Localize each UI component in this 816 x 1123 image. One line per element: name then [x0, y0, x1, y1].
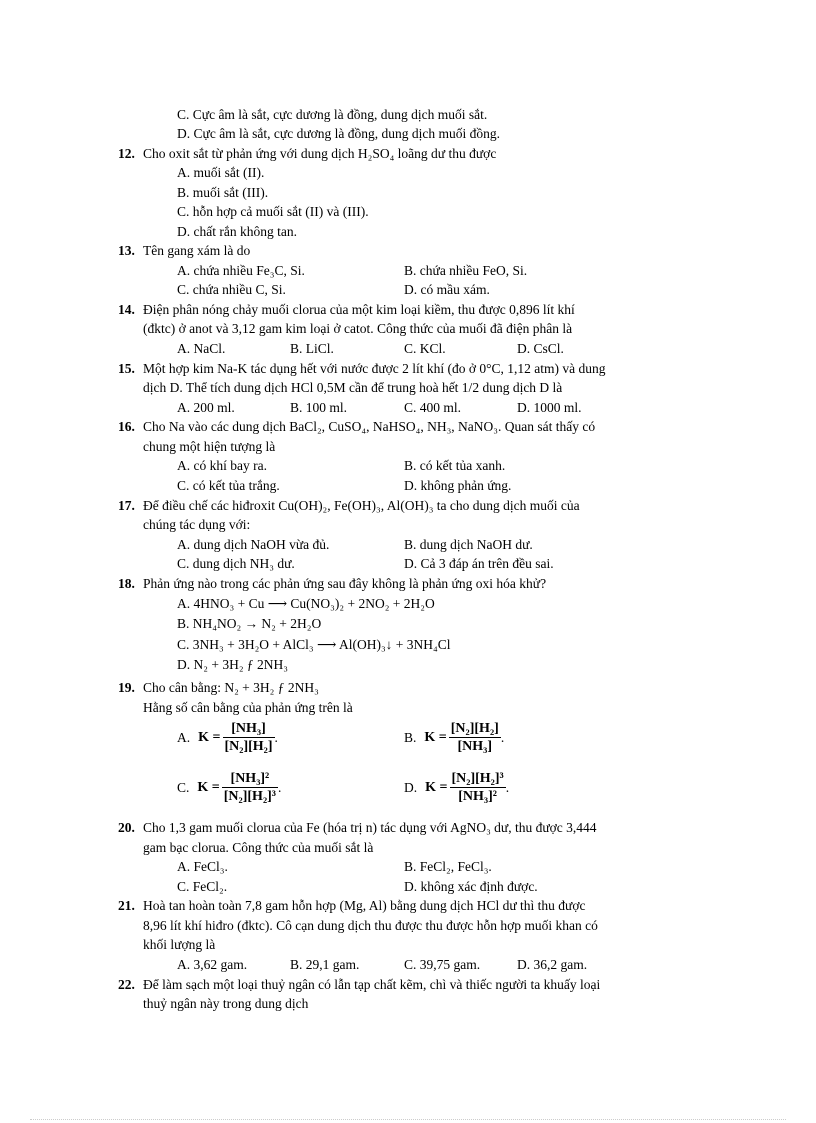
- q13-option-c: C. chứa nhiều C, Si.: [177, 282, 286, 297]
- q12-option-c: C. hỗn hợp cả muối sắt (II) và (III).: [177, 204, 369, 219]
- numerator: [NH₃]: [231, 721, 266, 736]
- fraction: [223, 720, 275, 755]
- q17-option-b: B. dung dịch NaOH dư.: [404, 537, 533, 552]
- q13-option-b: B. chứa nhiều FeO, Si.: [404, 263, 528, 278]
- q21-stem-2: 8,96 lít khí hiđro (đktc). Cô cạn dung dịch thu được thu được hỗn hợp muối khan có: [143, 918, 598, 933]
- q16-stem-1: Cho Na vào các dung dịch BaCl₂, CuSO₄, NaHSO₄, NH₃, NaNO₃. Quan sát thấy có: [143, 419, 596, 434]
- q21-option-d: D. 36,2 gam.: [517, 957, 588, 972]
- q13-stem: Tên gang xám là do: [143, 243, 251, 258]
- q18-stem: Phản ứng nào trong các phản ứng sau đây không là phản ứng oxi hóa khử?: [143, 576, 547, 591]
- q19-stem-1: Cho cân bằng: N₂ + 3H₂ ƒ 2NH₃: [143, 680, 319, 695]
- q15-stem-1: Một hợp kim Na-K tác dụng hết với nước được 2 lít khí (đo ở 0°C, 1,12 atm) và dung: [143, 361, 606, 376]
- q19-option-a-formula: [177, 720, 278, 755]
- equilibrium-constant-symbol: K =: [425, 779, 448, 795]
- q15-option-b: B. 100 ml.: [290, 400, 348, 415]
- q20-option-b: B. FeCl₂, FeCl₃.: [404, 859, 492, 874]
- q12-option-a: A. muối sắt (II).: [177, 165, 265, 180]
- q19-option-d-label: D.: [404, 779, 418, 795]
- period: .: [505, 779, 510, 795]
- period: .: [500, 729, 505, 745]
- q14-option-c: C. KCl.: [404, 341, 446, 356]
- q20-stem-2: gam bạc clorua. Công thức của muối sắt là: [143, 840, 374, 855]
- q21-stem-3: khối lượng là: [143, 937, 216, 952]
- q21-option-a: A. 3,62 gam.: [177, 957, 248, 972]
- fraction: [449, 720, 501, 755]
- q16-option-a: A. có khí bay ra.: [177, 458, 267, 473]
- denominator: [N₂][H₂]: [224, 739, 273, 754]
- q15-option-c: C. 400 ml.: [404, 400, 462, 415]
- q18-option-d: D. N₂ + 3H₂ ƒ 2NH₃: [177, 657, 288, 672]
- q19-option-a-label: A.: [177, 729, 191, 745]
- q18-option-a: A. 4HNO₃ + Cu ⟶ Cu(NO₃)₂ + 2NO₂ + 2H₂O: [177, 596, 435, 611]
- q12-number: 12.: [118, 146, 135, 161]
- q14-stem-1: Điện phân nóng chảy muối clorua của một kim loại kiềm, thu được 0,896 lít khí: [143, 302, 575, 317]
- q21-stem-1: Hoà tan hoàn toàn 7,8 gam hỗn hợp (Mg, Al) bằng dung dịch HCl dư thì thu được: [143, 898, 586, 913]
- q19-option-d-formula: [404, 770, 509, 805]
- q17-option-d: D. Cả 3 đáp án trên đều sai.: [404, 556, 554, 571]
- q16-stem-2: chung một hiện tượng là: [143, 439, 276, 454]
- q13-number: 13.: [118, 243, 135, 258]
- fraction: [222, 770, 278, 805]
- q22-stem-2: thuỷ ngân này trong dung dịch: [143, 996, 309, 1011]
- q18-number: 18.: [118, 576, 135, 591]
- q16-number: 16.: [118, 419, 135, 434]
- q14-stem-2: (đktc) ở anot và 3,12 gam kim loại ở catot. Công thức của muối đã điện phân là: [143, 321, 573, 336]
- q12-option-b: B. muối sắt (III).: [177, 185, 269, 200]
- period: .: [278, 779, 282, 795]
- q16-option-d: D. không phản ứng.: [404, 478, 512, 493]
- denominator: [NH₃]: [457, 739, 493, 754]
- q22-number: 22.: [118, 977, 135, 992]
- q19-number: 19.: [118, 680, 135, 695]
- equilibrium-constant-symbol: K =: [424, 729, 447, 745]
- numerator: [N₂][H₂]: [450, 721, 499, 736]
- q14-option-b: B. LiCl.: [290, 341, 334, 356]
- q17-option-c: C. dung dịch NH₃ dư.: [177, 556, 295, 571]
- q15-stem-2: dịch D. Thể tích dung dịch HCl 0,5M cần để trung hoà hết 1/2 dung dịch D là: [143, 380, 563, 395]
- q19-option-b-label: B.: [404, 729, 417, 745]
- q20-number: 20.: [118, 820, 135, 835]
- numerator: [NH₃]²: [230, 771, 270, 786]
- q13-option-d: D. có mầu xám.: [404, 282, 490, 297]
- q19-stem-2: Hằng số cân bằng của phản ứng trên là: [143, 700, 353, 715]
- q20-option-a: A. FeCl₃.: [177, 859, 228, 874]
- q20-option-c: C. FeCl₂.: [177, 879, 228, 894]
- q12-stem: Cho oxit sắt từ phản ứng với dung dịch H₂SO₄ loãng dư thu được: [143, 146, 497, 161]
- q21-option-c: C. 39,75 gam.: [404, 957, 481, 972]
- equilibrium-constant-symbol: K =: [198, 729, 221, 745]
- q15-number: 15.: [118, 361, 135, 376]
- q18-option-c: C. 3NH₃ + 3H₂O + AlCl₃ ⟶ Al(OH)₃↓ + 3NH₄Cl: [177, 637, 451, 652]
- q20-stem-1: Cho 1,3 gam muối clorua của Fe (hóa trị n) tác dụng với AgNO₃ dư, thu được 3,444: [143, 820, 597, 835]
- q14-number: 14.: [118, 302, 135, 317]
- page-bottom-divider: [30, 1119, 786, 1120]
- q21-option-b: B. 29,1 gam.: [290, 957, 360, 972]
- q22-stem-1: Để làm sạch một loại thuỷ ngân có lẫn tạp chất kẽm, chì và thiếc người ta khuấy loại: [143, 977, 601, 992]
- q17-stem-2: chúng tác dụng với:: [143, 517, 251, 532]
- q16-option-b: B. có kết tủa xanh.: [404, 458, 506, 473]
- q20-option-d: D. không xác định được.: [404, 879, 538, 894]
- equilibrium-constant-symbol: K =: [197, 779, 220, 795]
- q16-option-c: C. có kết tủa trắng.: [177, 478, 280, 493]
- numerator: [N₂][H₂]³: [451, 771, 504, 786]
- q12-option-d: D. chất rắn không tan.: [177, 224, 297, 239]
- q13-option-a: A. chứa nhiều Fe₃C, Si.: [177, 263, 305, 278]
- q17-stem-1: Để điều chế các hiđroxit Cu(OH)₂, Fe(OH)₃, Al(OH)₃ ta cho dung dịch muối của: [143, 498, 580, 513]
- q11-option-d: D. Cực âm là sắt, cực dương là đồng, dung dịch muối đồng.: [177, 126, 501, 141]
- denominator: [N₂][H₂]³: [223, 789, 277, 804]
- q19-option-c-label: C.: [177, 779, 190, 795]
- q14-option-d: D. CsCl.: [517, 341, 564, 356]
- denominator: [NH₃]²: [458, 789, 497, 804]
- q17-number: 17.: [118, 498, 135, 513]
- fraction: [450, 770, 506, 805]
- q11-option-c: C. Cực âm là sắt, cực dương là đồng, dung dịch muối sắt.: [177, 107, 488, 122]
- q17-option-a: A. dung dịch NaOH vừa đủ.: [177, 537, 330, 552]
- q21-number: 21.: [118, 898, 135, 913]
- q19-option-b-formula: [404, 720, 504, 755]
- period: .: [274, 729, 278, 745]
- q19-option-c-formula: [177, 770, 281, 805]
- q14-option-a: A. NaCl.: [177, 341, 226, 356]
- q18-option-b: B. NH₄NO₂ → N₂ + 2H₂O: [177, 616, 322, 631]
- q15-option-a: A. 200 ml.: [177, 400, 235, 415]
- q15-option-d: D. 1000 ml.: [517, 400, 582, 415]
